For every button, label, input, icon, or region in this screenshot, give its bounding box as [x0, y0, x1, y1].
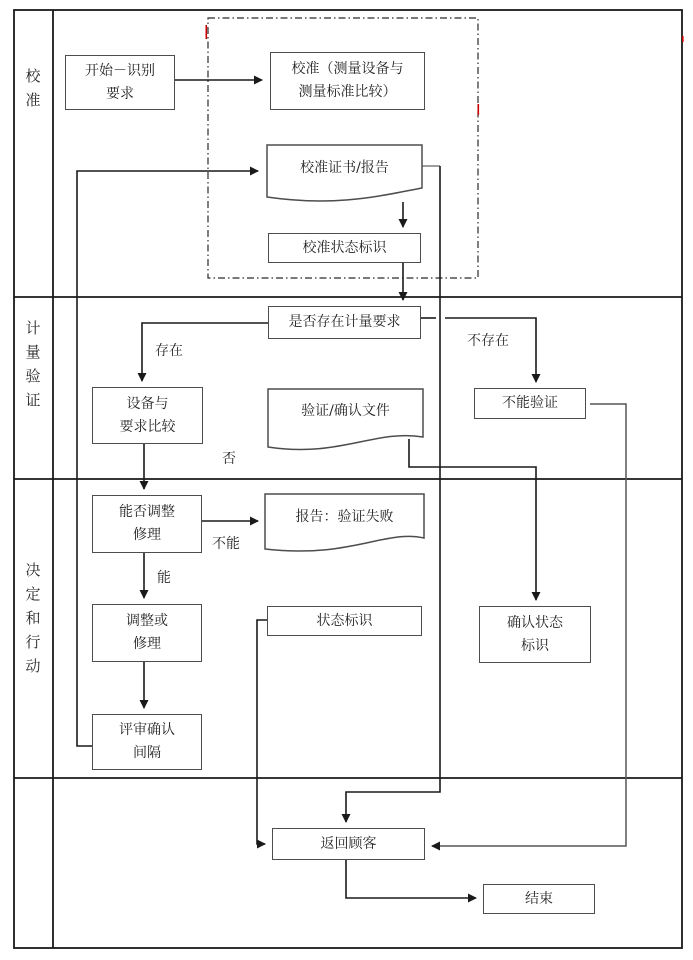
edge-label-exist: 存在: [155, 343, 183, 359]
edge-label-cannot: 不能: [212, 536, 240, 552]
lane-label-metrological-verification: 计量验证: [23, 320, 42, 416]
node-cert-document: [267, 145, 422, 191]
node-fail-report-document: [265, 494, 424, 540]
red-mark-left: [206, 25, 208, 39]
edge-status-label-to-return: [257, 620, 267, 844]
node-verify-doc-line1: 验证/确认文件: [301, 402, 390, 419]
node-compare-equipment-requirements: [92, 387, 203, 444]
node-fail-report-line1: 报告：验证失败: [295, 508, 394, 525]
node-return-to-customer: [272, 828, 425, 860]
node-calibrate: [270, 52, 425, 110]
node-cal-status-line1: 校准状态标识: [302, 239, 387, 256]
node-confirm-status-label: [479, 606, 591, 663]
node-status-label: [267, 606, 422, 636]
node-review-line2: 间隔: [133, 745, 161, 761]
edge-return-to-end: [346, 860, 476, 898]
node-start: [65, 55, 175, 110]
node-adjust-line1: 调整或: [126, 613, 168, 629]
node-adjust-line2: 修理: [133, 636, 161, 652]
node-end-line1: 结束: [525, 890, 553, 907]
edge-label-no: 否: [222, 451, 236, 467]
node-can-adjust-line1: 能否调整: [119, 504, 175, 520]
node-calibrate-line1: 校准（测量设备与: [291, 61, 404, 77]
node-start-line1: 开始－识别: [85, 62, 155, 79]
node-return-line1: 返回顾客: [320, 835, 377, 852]
node-review-line1: 评审确认: [119, 722, 175, 738]
node-status-label-line1: 状态标识: [316, 612, 373, 629]
node-calibration-status-label: [268, 233, 421, 263]
node-review-confirmation-interval: [92, 714, 202, 770]
red-mark-outer: [682, 36, 684, 42]
node-cannot-verify-line1: 不能验证: [502, 395, 558, 411]
node-start-line2: 要求: [106, 85, 134, 102]
edge-label-not-exist: 不存在: [467, 333, 509, 349]
node-calibrate-line2: 测量标准比较）: [298, 84, 397, 100]
node-verify-document: [268, 389, 423, 433]
lane-label-calibration: 校准: [23, 68, 42, 116]
node-cert-line1: 校准证书/报告: [300, 159, 389, 176]
edge-verifydoc-to-confirm-status: [409, 439, 536, 600]
node-compare-line2: 要求比较: [119, 418, 176, 435]
node-metrological-requirement-decision: [268, 306, 421, 339]
node-end: [483, 884, 595, 914]
node-can-adjust-repair-decision: [92, 495, 202, 553]
node-can-adjust-line2: 修理: [133, 527, 161, 543]
node-cannot-verify: [474, 388, 586, 419]
edge-notexist-to-cannot-verify: [445, 318, 536, 382]
node-adjust-or-repair: [92, 604, 202, 662]
node-confirm-status-line2: 标识: [521, 637, 549, 654]
red-mark-right: [478, 104, 480, 115]
lane-label-decision-action: 决定和行动: [23, 562, 42, 682]
node-confirm-status-line1: 确认状态: [507, 614, 563, 631]
edge-label-can: 能: [157, 570, 171, 586]
node-metro-req-line1: 是否存在计量要求: [288, 314, 401, 330]
node-compare-line1: 设备与: [126, 395, 169, 412]
